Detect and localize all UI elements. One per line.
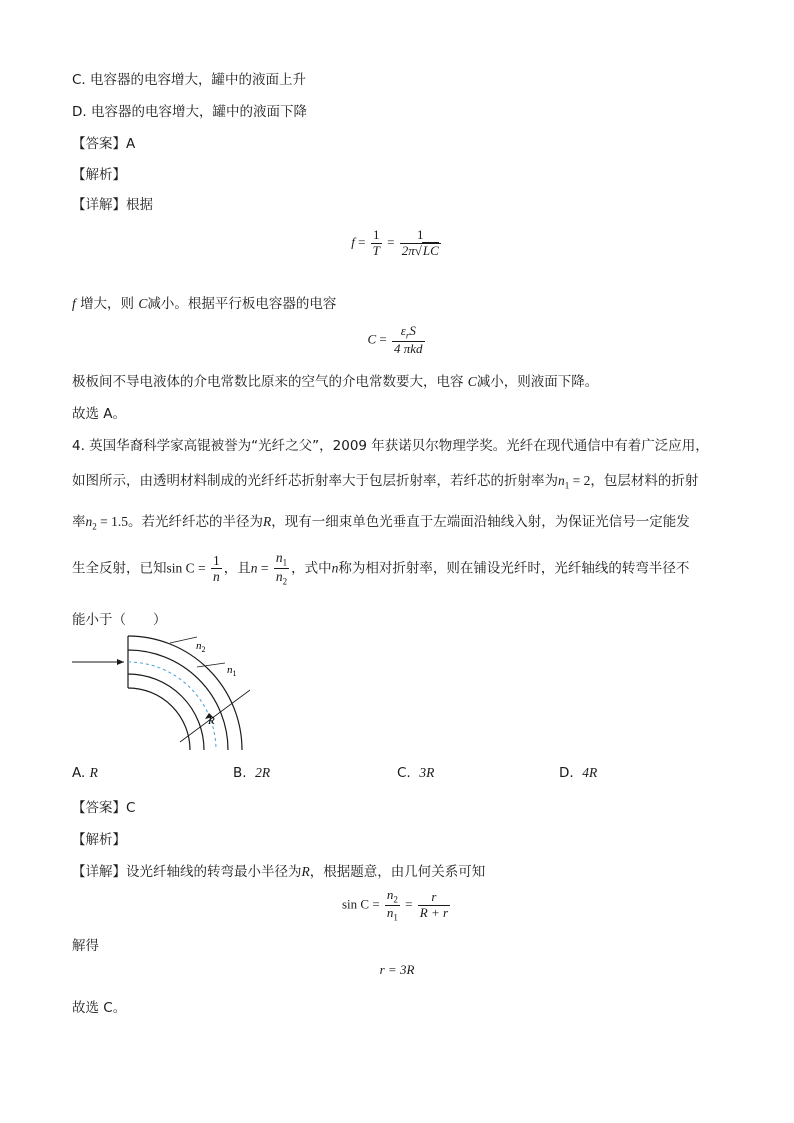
text: 设光纤轴线的转弯最小半径为 — [126, 864, 302, 880]
sub: 1 — [393, 912, 398, 923]
f-increase-line — [72, 292, 336, 312]
core-inner-arc — [128, 674, 204, 750]
frac-1-over-n — [211, 553, 222, 585]
eq-equals: = — [376, 331, 390, 347]
frac-den — [274, 569, 289, 587]
answer-value: C — [126, 800, 136, 816]
frac-1-over-T — [371, 228, 382, 259]
frac-1-over-2pi-sqrt-lc — [400, 228, 441, 259]
equals: = — [369, 896, 383, 912]
answer-tag: 【答案】 — [72, 800, 126, 816]
q4-line-5: 能小于（ ） — [72, 612, 167, 628]
text: ，包层材料的折射 — [590, 473, 699, 489]
label-n2: $n_2$ — [196, 640, 206, 654]
q4-conclusion: 故选 C。 — [72, 1000, 127, 1016]
area-s: S — [409, 323, 416, 338]
option-c: C. 电容器的电容增大，罐中的液面上升 — [72, 72, 307, 88]
equation-capacitance — [0, 324, 794, 357]
answer-tag: 【答案】 — [72, 136, 126, 152]
equation-result: r = 3R — [379, 962, 415, 977]
q3-conclusion: 故选 A。 — [72, 406, 127, 422]
epsilon-sub: r — [405, 330, 410, 341]
sqrt-sign: √ — [414, 242, 422, 258]
n: n — [275, 550, 283, 565]
text: 极板间不导电液体的介电常数比原来的空气的介电常数要大，电容 — [72, 374, 464, 390]
frac-num — [392, 324, 425, 342]
equals: = — [257, 560, 272, 576]
var-r: R — [301, 864, 310, 879]
frac-den: T — [372, 242, 380, 258]
frac-den — [385, 906, 400, 923]
option-d: D. 电容器的电容增大，罐中的液面下降 — [72, 104, 307, 120]
frac-capacitance — [392, 324, 425, 357]
cladding-inner-arc — [128, 688, 190, 750]
var-n1-sub: 1 — [564, 480, 570, 491]
n2-value: = 1.5 — [96, 514, 128, 529]
text: ，根据题意，由几何关系可知 — [309, 864, 486, 880]
var-n: n — [331, 560, 339, 576]
frac-r-over-r-plus-r — [418, 890, 450, 921]
option-key: D. — [559, 765, 574, 781]
option-c-choice — [397, 765, 434, 781]
option-d-choice — [559, 765, 597, 781]
q4-analysis-tag: 【解析】 — [72, 832, 126, 848]
frac-num: 1 — [371, 228, 382, 244]
equation-sinc — [0, 888, 794, 923]
option-value: R — [89, 765, 98, 780]
text: 称为相对折射率，则在铺设光纤时，光纤轴线的转弯半径不 — [338, 560, 690, 577]
frac-num: 1 — [213, 552, 220, 568]
frac-n2-over-n1 — [385, 888, 400, 923]
q4-line-3 — [72, 510, 690, 532]
equation-frequency — [0, 228, 794, 259]
text: 率 — [72, 514, 86, 530]
text: 。若光纤纤芯的半径为 — [128, 514, 263, 530]
solve-word: 解得 — [72, 938, 99, 954]
text: 增大，则 — [80, 296, 135, 312]
frac-den: n — [213, 569, 220, 585]
detail-line — [72, 193, 153, 213]
var-n: n — [250, 560, 258, 576]
n: n — [386, 887, 394, 902]
label-n1: $n_1$ — [227, 664, 237, 678]
var-n1: n — [558, 473, 565, 488]
eq-f-equals-2: = — [383, 234, 398, 250]
q4-line-2 — [72, 469, 698, 491]
text: ，式中 — [291, 560, 332, 577]
var-n2: n — [85, 514, 93, 529]
n: n — [386, 904, 394, 920]
sin-c: sin C — [166, 560, 195, 576]
analysis-tag: 【解析】 — [72, 167, 126, 183]
q4-line-4 — [72, 550, 689, 587]
frac-num: r — [418, 890, 450, 906]
frac-den: 4 πkd — [393, 340, 423, 356]
q4-line-1: 4. 英国华裔科学家高锟被誉为“光纤之父”，2009 年获诺贝尔物理学奖。光纤在现代通信中有着广泛应用， — [72, 438, 709, 454]
text: 减小。根据平行板电容器的电容 — [147, 296, 337, 312]
sub: 1 — [282, 557, 288, 568]
var-f: f — [72, 296, 76, 311]
q4-detail-line — [72, 860, 485, 880]
n2-leader — [170, 637, 197, 643]
text: 如图所示，由透明材料制成的光纤纤芯折射率大于包层折射率，若纤芯的折射率为 — [72, 473, 558, 489]
eq-f-equals: = — [354, 234, 369, 250]
option-key: A. — [72, 765, 86, 781]
text: ，且 — [223, 560, 251, 577]
dielectric-line — [72, 370, 598, 390]
option-value: 2R — [255, 765, 271, 780]
var-c: C — [138, 296, 148, 311]
detail-tag: 【详解】 — [72, 864, 126, 880]
optical-fiber-diagram — [72, 632, 252, 754]
label-r: R — [208, 715, 215, 727]
answer-line — [72, 132, 135, 152]
frac-num — [385, 888, 400, 906]
equals: = — [401, 896, 416, 912]
epsilon: ε — [400, 323, 406, 338]
q4-answer-line — [72, 796, 135, 816]
n: n — [275, 569, 283, 585]
var-n2-sub: 2 — [92, 521, 97, 532]
detail-text: 根据 — [126, 197, 153, 213]
text: ，现有一细束单色光垂直于左端面沿轴线入射，为保证光信号一定能发 — [271, 514, 690, 530]
incident-ray-arrow-icon — [117, 659, 124, 665]
option-b — [233, 765, 270, 781]
option-value: 4R — [582, 765, 598, 780]
detail-tag: 【详解】 — [72, 197, 126, 213]
option-key: C. — [397, 765, 411, 781]
option-value: 3R — [419, 765, 435, 780]
frac-den — [400, 244, 441, 259]
var-c: C — [467, 374, 477, 389]
eq-c-lhs: C — [367, 331, 377, 347]
n1-leader — [197, 663, 225, 667]
sub: 2 — [393, 894, 398, 905]
frac-num: 1 — [400, 228, 441, 244]
frac-num — [274, 550, 289, 569]
eq-f-lhs: f — [351, 234, 355, 250]
var-r: R — [263, 514, 272, 529]
text: 减小，则液面下降。 — [476, 374, 599, 390]
sqrt-body: LC — [422, 242, 439, 258]
two-pi: 2π — [401, 242, 415, 258]
text: 生全反射，已知 — [72, 560, 167, 577]
frac-n1-over-n2 — [274, 550, 289, 587]
answer-value: A — [126, 136, 136, 152]
sub: 2 — [282, 576, 288, 587]
frac-den: R + r — [419, 904, 449, 920]
cladding-outer-arc — [128, 636, 242, 750]
option-key: B. — [233, 765, 247, 781]
n1-value: = 2 — [569, 473, 591, 488]
equals: = — [194, 560, 210, 576]
option-a — [72, 765, 98, 781]
sin-c: sin C — [341, 896, 370, 912]
